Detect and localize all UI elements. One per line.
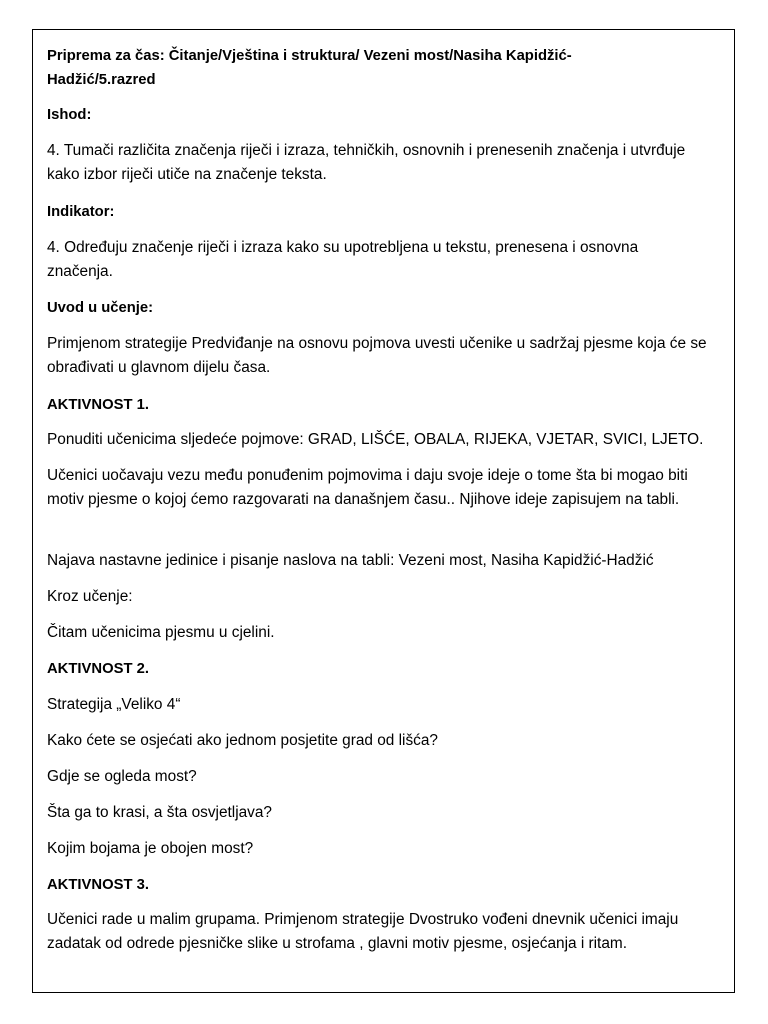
indikator-heading: Indikator: xyxy=(47,204,115,220)
question-4: Kojim bojama je obojen most? xyxy=(47,840,254,857)
aktivnost3-heading: AKTIVNOST 3. xyxy=(47,877,149,893)
aktivnost1-heading: AKTIVNOST 1. xyxy=(47,397,149,413)
indikator-text: 4. Određuju značenje riječi i izraza kako su upotrebljena u tekstu, prenesena i osnovna značenja. xyxy=(47,239,639,280)
document-frame xyxy=(32,29,735,993)
aktivnost1-paragraph-1: Ponuditi učenicima sljedeće pojmove: GRAD, LIŠĆE, OBALA, RIJEKA, VJETAR, SVICI, LJETO. xyxy=(47,431,704,448)
question-2: Gdje se ogleda most? xyxy=(47,768,197,785)
ishod-text: 4. Tumači različita značenja riječi i izraza, tehničkih, osnovnih i prenesenih značenja i utvrđuje kako izbor riječi utiče na značenje teksta. xyxy=(47,142,686,183)
ishod-heading: Ishod: xyxy=(47,107,92,123)
kroz-ucenje-label: Kroz učenje: xyxy=(47,588,133,605)
uvod-heading: Uvod u učenje: xyxy=(47,300,154,316)
aktivnost1-paragraph-3: Najava nastavne jedinice i pisanje naslova na tabli: Vezeni most, Nasiha Kapidžić-Hadžić xyxy=(47,552,654,569)
question-1: Kako ćete se osjećati ako jednom posjetite grad od lišća? xyxy=(47,732,438,749)
document-title: Priprema za čas: Čitanje/Vještina i struktura/ Vezeni most/Nasiha Kapidžić-Hadžić/5.razred xyxy=(47,48,572,88)
aktivnost1-paragraph-2: Učenici uočavaju vezu među ponuđenim pojmovima i daju svoje ideje o tome šta bi mogao biti motiv pjesme o kojoj ćemo razgovarati na današnjem času.. Njihove ideje zapisujem na tabli. xyxy=(47,467,688,508)
uvod-text: Primjenom strategije Predviđanje na osnovu pojmova uvesti učenike u sadržaj pjesme koja će se obrađivati u glavnom dijelu časa. xyxy=(47,335,707,376)
citam-text: Čitam učenicima pjesmu u cjelini. xyxy=(47,624,275,641)
aktivnost2-heading: AKTIVNOST 2. xyxy=(47,661,149,677)
strategija-text: Strategija „Veliko 4“ xyxy=(47,696,181,713)
aktivnost3-text: Učenici rade u malim grupama. Primjenom strategije Dvostruko vođeni dnevnik učenici imaju zadatak od odrede pjesničke slike u strofama , glavni motiv pjesme, osjećanja i ritam. xyxy=(47,911,679,952)
question-3: Šta ga to krasi, a šta osvjetljava? xyxy=(47,804,272,821)
